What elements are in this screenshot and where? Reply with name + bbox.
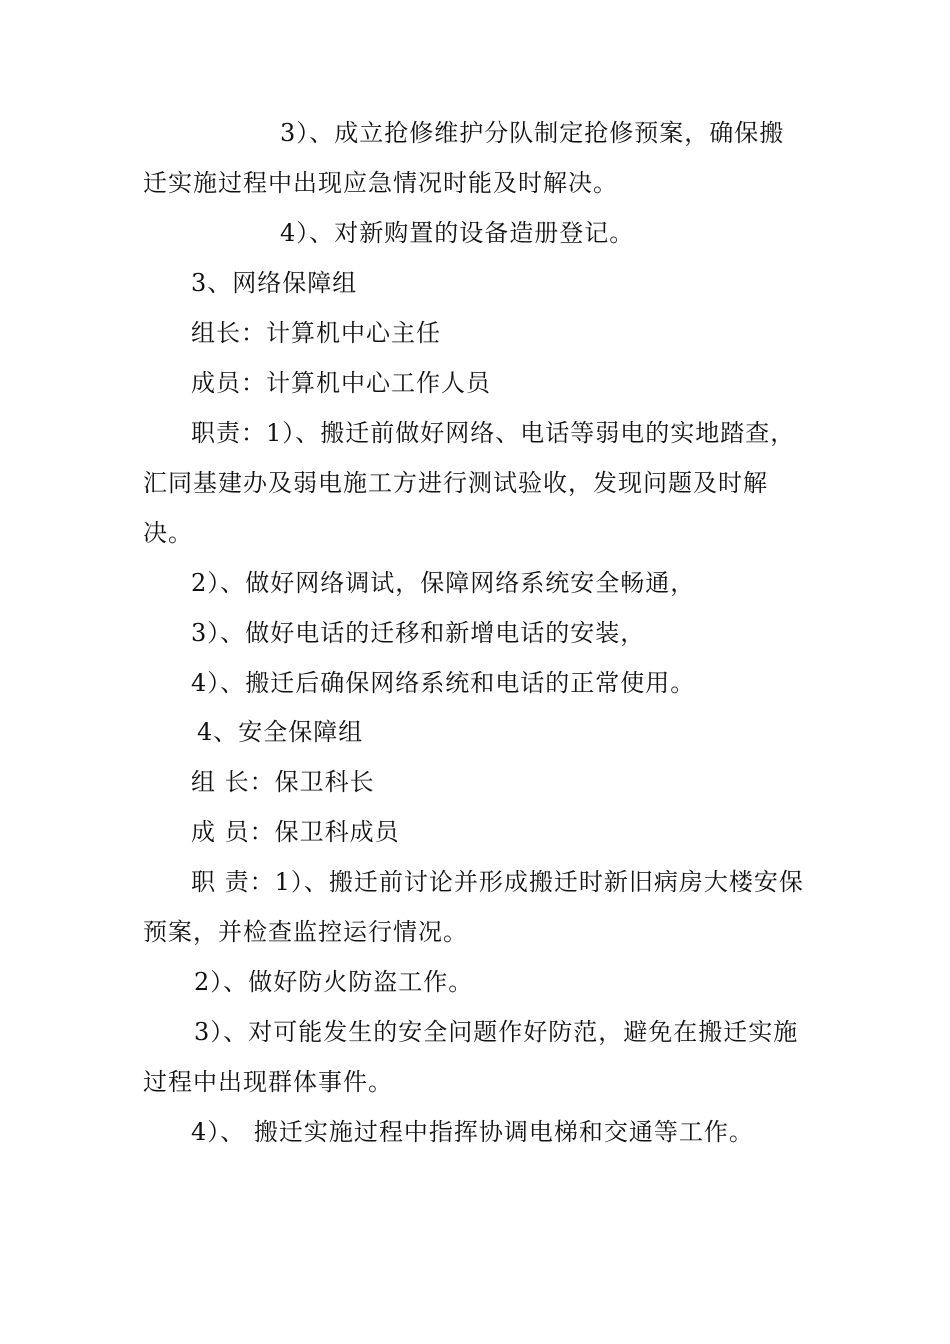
paragraph-line: 4）、对新购置的设备造册登记。 bbox=[280, 219, 635, 247]
paragraph-line: 3）、成立抢修维护分队制定抢修预案，确保搬 bbox=[280, 119, 785, 147]
section-heading: 3、网络保障组 bbox=[191, 269, 358, 297]
paragraph-line: 过程中出现群体事件。 bbox=[143, 1068, 393, 1096]
paragraph-line: 成员：计算机中心工作人员 bbox=[191, 369, 491, 397]
paragraph-line: 汇同基建办及弱电施工方进行测试验收，发现问题及时解 bbox=[143, 469, 768, 497]
paragraph-line: 职 责：1）、搬迁前讨论并形成搬迁时新旧病房大楼安保 bbox=[191, 868, 804, 896]
paragraph-line: 2）、做好网络调试，保障网络系统安全畅通， bbox=[191, 569, 696, 597]
paragraph-line: 3）、做好电话的迁移和新增电话的安装， bbox=[191, 619, 646, 647]
paragraph-line: 组 长：保卫科长 bbox=[191, 768, 375, 796]
paragraph-line: 成 员：保卫科成员 bbox=[191, 818, 400, 846]
paragraph-line: 组长：计算机中心主任 bbox=[191, 319, 441, 347]
paragraph-line: 迁实施过程中出现应急情况时能及时解决。 bbox=[143, 169, 618, 197]
paragraph-line: 4）、 搬迁实施过程中指挥协调电梯和交通等工作。 bbox=[191, 1118, 754, 1146]
paragraph-line: 决。 bbox=[143, 519, 193, 547]
paragraph-line: 2）、做好防火防盗工作。 bbox=[194, 968, 474, 996]
paragraph-line: 预案，并检查监控运行情况。 bbox=[143, 918, 468, 946]
paragraph-line: 4）、搬迁后确保网络系统和电话的正常使用。 bbox=[191, 669, 696, 697]
paragraph-line: 3）、对可能发生的安全问题作好防范，避免在搬迁实施 bbox=[194, 1018, 799, 1046]
section-heading: 4、安全保障组 bbox=[197, 718, 364, 746]
paragraph-line: 职责：1）、搬迁前做好网络、电话等弱电的实地踏查， bbox=[191, 419, 796, 447]
